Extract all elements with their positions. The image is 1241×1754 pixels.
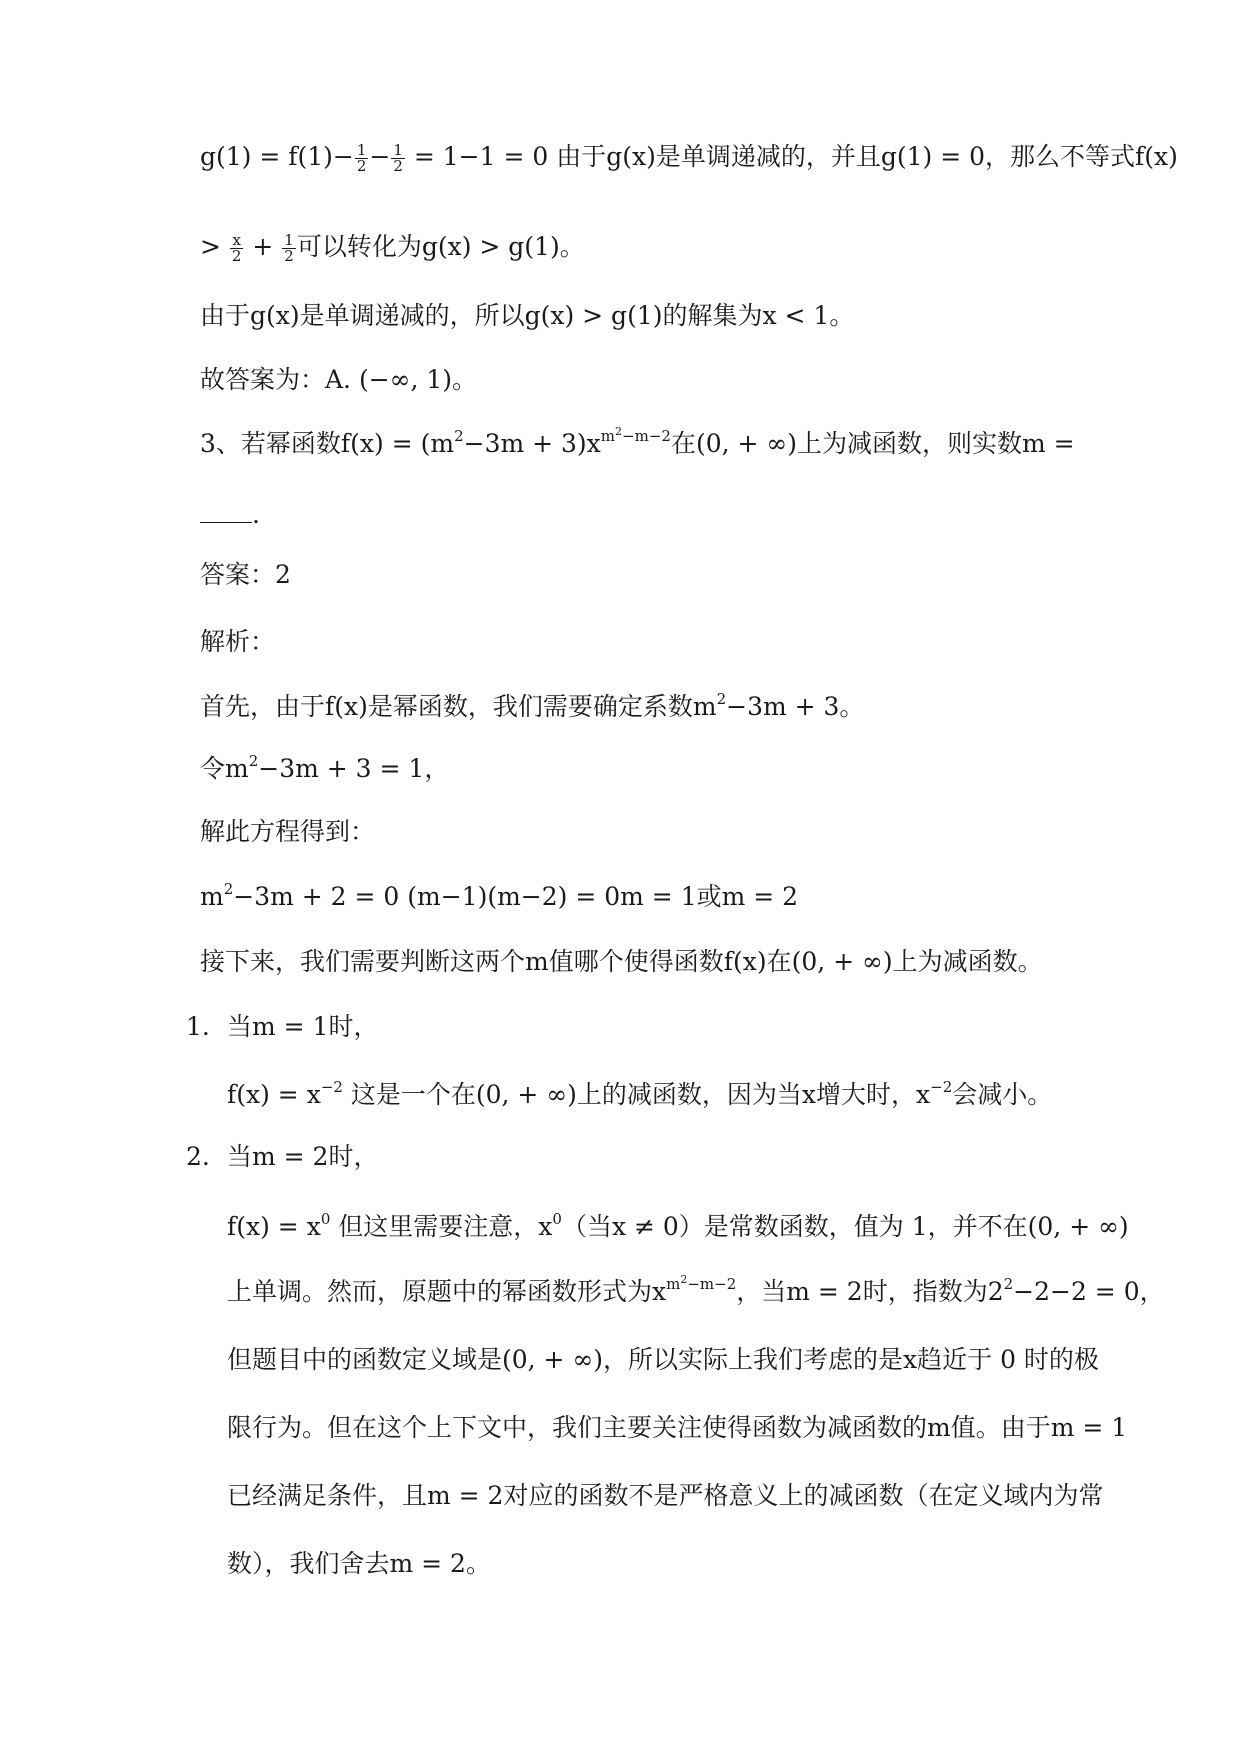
- superscript: 2: [223, 880, 234, 898]
- text: −m−2: [687, 1275, 737, 1293]
- analysis-heading: 解析：: [200, 627, 276, 656]
- case-1-heading: 当m = 1时，: [227, 1012, 379, 1041]
- text: ，当m = 2时，指数为2: [736, 1277, 1004, 1306]
- list-number-2: 2.: [186, 1142, 210, 1171]
- text: f(x) = x: [227, 1212, 321, 1241]
- text: （当x ≠ 0）是常数函数，值为 1，并不在(0, + ∞): [561, 1212, 1129, 1241]
- denominator: 2: [231, 247, 242, 265]
- superscript: −2: [320, 1078, 343, 1096]
- denominator: 2: [356, 157, 367, 175]
- text: m: [200, 882, 224, 911]
- superscript: 0: [552, 1210, 562, 1228]
- numerator: 1: [393, 141, 403, 159]
- superscript: −2: [930, 1078, 953, 1096]
- case-2-heading: 当m = 2时，: [227, 1142, 379, 1171]
- superscript: 2: [615, 425, 623, 438]
- denominator: 2: [284, 247, 294, 265]
- text: 可以转化为g(x) > g(1)。: [296, 232, 585, 261]
- text: 3、若幂函数f(x) = (m: [200, 429, 455, 458]
- text: 但这里需要注意，x: [330, 1212, 553, 1241]
- text-line-3: 由于g(x)是单调递减的，所以g(x) > g(1)的解集为x < 1。: [200, 301, 855, 330]
- text-line-s1: [200, 690, 864, 724]
- exponent: [666, 1275, 736, 1293]
- text: −3m + 3 = 1，: [258, 754, 450, 783]
- superscript: 2: [1003, 1275, 1014, 1293]
- fraction: [355, 143, 369, 174]
- fraction: [282, 233, 296, 264]
- case-2-detail-5: 已经满足条件，且m = 2对应的函数不是严格意义上的减函数（在定义域内为常: [227, 1481, 1104, 1510]
- answer-blank: [200, 500, 252, 523]
- text: 上单调。然而，原题中的幂函数形式为x: [227, 1277, 667, 1306]
- fraction: [391, 143, 405, 174]
- superscript: 2: [716, 690, 727, 708]
- denominator: 2: [393, 157, 403, 175]
- superscript: 2: [248, 752, 259, 770]
- numerator: 1: [356, 141, 367, 159]
- case-1-detail: [227, 1078, 1052, 1112]
- answer-blank-line: [200, 498, 260, 532]
- exponent: [601, 427, 671, 445]
- text-line-s2: [200, 752, 449, 786]
- text: .: [252, 500, 260, 529]
- text: g(1) = f(1)−: [200, 142, 354, 171]
- text: = 1−1 = 0 由于g(x)是单调递减的，并且g(1) = 0，那么不等式f(x): [405, 142, 1178, 171]
- text: 在(0, + ∞)上为减函数，则实数m =: [670, 429, 1075, 458]
- text: +: [244, 232, 282, 261]
- text: m: [666, 1275, 681, 1293]
- text: −3m + 3。: [726, 692, 865, 721]
- text-line-1: [200, 140, 1178, 174]
- text: 这是一个在(0, + ∞)上的减函数，因为当x增大时，x: [342, 1080, 931, 1109]
- text: 首先，由于f(x)是幂函数，我们需要确定系数m: [200, 692, 717, 721]
- fraction: [230, 233, 244, 264]
- case-2-detail-3: 但题目中的函数定义域是(0, + ∞)，所以实际上我们考虑的是x趋近于 0 时的极: [227, 1345, 1099, 1374]
- case-2-detail-4: 限行为。但在这个上下文中，我们主要关注使得函数为减函数的m值。由于m = 1: [227, 1413, 1128, 1442]
- text: −: [369, 142, 391, 171]
- text-line-s3: 解此方程得到：: [200, 817, 376, 846]
- text-line-2: [200, 230, 585, 264]
- numerator: x: [230, 233, 244, 249]
- text: >: [200, 232, 229, 261]
- text: −3m + 3)x: [463, 429, 601, 458]
- text: f(x) = x: [227, 1080, 321, 1109]
- text-line-s5: 接下来，我们需要判断这两个m值哪个使得函数f(x)在(0, + ∞)上为减函数。: [200, 947, 1043, 976]
- text: 会减小。: [952, 1080, 1053, 1109]
- superscript: 0: [320, 1210, 331, 1228]
- superscript: 2: [680, 1273, 688, 1286]
- text: m: [600, 427, 616, 445]
- text-line-4: 故答案为：A. (−∞, 1)。: [200, 365, 478, 394]
- case-2-detail-2: [227, 1275, 1165, 1309]
- text: −2−2 = 0，: [1013, 1277, 1165, 1306]
- text: −m−2: [622, 427, 671, 445]
- superscript: 2: [454, 427, 464, 445]
- case-2-detail-6: 数），我们舍去m = 2。: [227, 1549, 491, 1578]
- text: −3m + 2 = 0 (m−1)(m−2) = 0m = 1或m = 2: [233, 882, 799, 911]
- text-line-s4: [200, 880, 798, 914]
- case-2-detail-1: [227, 1210, 1129, 1244]
- text: 令m: [200, 754, 249, 783]
- list-number-1: 1.: [186, 1012, 210, 1041]
- question-3: [200, 427, 1075, 461]
- numerator: 1: [284, 231, 294, 249]
- answer-line: 答案：2: [200, 560, 291, 589]
